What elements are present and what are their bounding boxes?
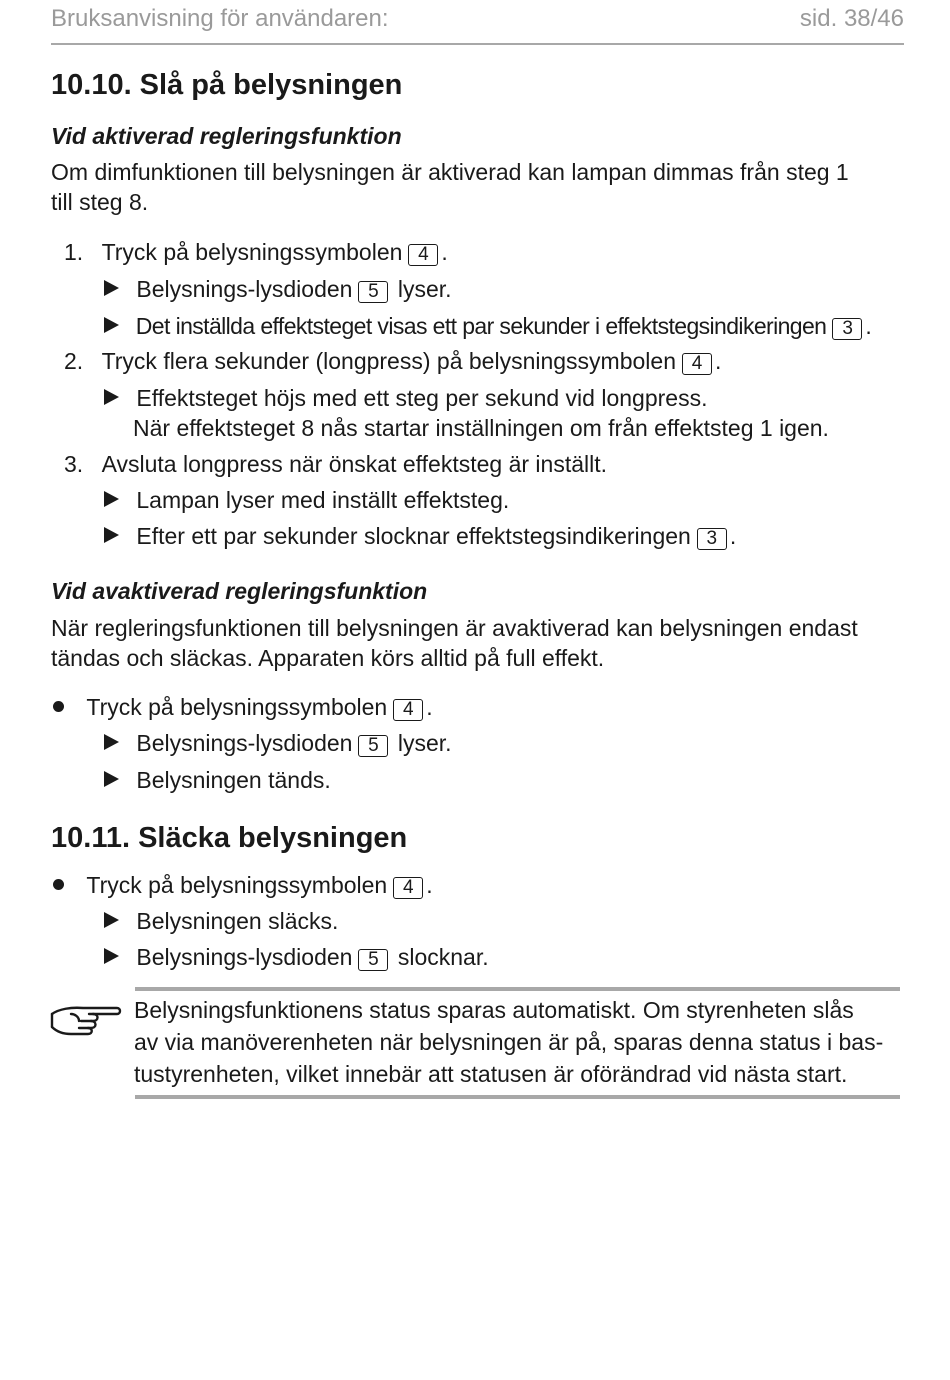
step-text: Tryck på belysningssymbolen [101, 239, 403, 265]
key-reference: 5 [358, 949, 388, 971]
result-text: Belysningen släcks. [136, 908, 339, 934]
result-text: Belysnings-lysdioden [136, 944, 353, 970]
bullet-suffix: . [426, 694, 433, 720]
result-suffix: slocknar. [397, 944, 489, 970]
arrow-icon [104, 389, 119, 405]
step-text: Avsluta longpress när önskat effektsteg är inställt. [101, 451, 608, 477]
step-text: Tryck flera sekunder (longpress) på belysningssymbolen [101, 348, 676, 374]
result-text: Det inställda effektsteget visas ett par sekunder i effektstegsindikeringen [135, 313, 827, 339]
result-text: Belysnings-lysdioden [136, 276, 353, 302]
subheading-deactivated: Vid avaktiverad regleringsfunktion [51, 578, 428, 604]
arrow-icon [104, 948, 119, 964]
arrow-icon [104, 771, 119, 787]
result-text: Belysningen tänds. [136, 767, 331, 793]
bullet-item [53, 872, 433, 899]
step-number: 3. [64, 451, 84, 477]
arrow-icon [104, 491, 119, 507]
result-item [104, 487, 509, 514]
page-header [51, 0, 904, 45]
result-item [104, 313, 871, 340]
bullet-item [53, 694, 433, 721]
result-item [104, 944, 489, 971]
arrow-icon [104, 912, 119, 928]
note-bottom-rule [135, 1095, 900, 1099]
note-line: tustyrenheten, vilket innebär att statusen är oförändrad vid nästa start. [134, 1061, 848, 1087]
key-reference: 4 [682, 353, 712, 375]
key-reference: 4 [393, 699, 423, 721]
section-title: 10.10. Slå på belysningen [51, 69, 403, 101]
paragraph-line: tändas och släckas. Apparaten körs alltid på full effekt. [51, 645, 605, 671]
result-item [104, 523, 736, 550]
result-text: Lampan lyser med inställt effektsteg. [136, 487, 510, 513]
bullet-icon [53, 701, 64, 712]
result-continuation: När effektsteget 8 nås startar inställningen om från effektsteg 1 igen. [133, 415, 829, 441]
bullet-suffix: . [426, 872, 433, 898]
step-number: 1. [64, 239, 84, 265]
paragraph-line: Om dimfunktionen till belysningen är aktiverad kan lampan dimmas från steg 1 [51, 159, 849, 185]
header-title: Bruksanvisning för användaren: [51, 5, 389, 32]
step-suffix: . [441, 239, 448, 265]
result-item [104, 908, 338, 935]
section-title: 10.11. Släcka belysningen [51, 822, 408, 854]
result-suffix: lyser. [397, 276, 452, 302]
result-text: Belysnings-lysdioden [136, 730, 353, 756]
result-suffix: . [865, 313, 872, 339]
result-suffix: . [729, 523, 737, 549]
step-number: 2. [64, 348, 84, 374]
result-item [104, 276, 452, 303]
step-item [64, 348, 721, 375]
result-item [104, 385, 707, 412]
arrow-icon [104, 527, 119, 543]
result-text: Effektsteget höjs med ett steg per sekund vid longpress. [136, 385, 708, 411]
key-reference: 3 [697, 528, 727, 550]
step-item [64, 239, 448, 266]
note-line: av via manöverenheten när belysningen är på, sparas denna status i bas- [134, 1029, 884, 1055]
result-item [104, 767, 331, 794]
pointing-hand-icon [49, 1000, 123, 1040]
note-line: Belysningsfunktionens status sparas automatiskt. Om styrenheten slås [134, 997, 854, 1023]
page-number: sid. 38/46 [799, 5, 904, 32]
arrow-icon [104, 317, 119, 333]
note-top-rule [135, 987, 900, 991]
arrow-icon [104, 734, 119, 750]
paragraph-line: till steg 8. [51, 189, 149, 215]
arrow-icon [104, 280, 119, 296]
bullet-text: Tryck på belysningssymbolen [86, 872, 388, 898]
key-reference: 5 [358, 735, 388, 757]
bullet-text: Tryck på belysningssymbolen [86, 694, 388, 720]
bullet-icon [53, 879, 64, 890]
key-reference: 5 [358, 281, 388, 303]
step-suffix: . [714, 348, 722, 374]
key-reference: 4 [408, 244, 438, 266]
key-reference: 3 [832, 318, 862, 340]
key-reference: 4 [393, 877, 423, 899]
step-item [64, 451, 607, 478]
result-text: Efter ett par sekunder slocknar effektstegsindikeringen [136, 523, 691, 549]
result-item [104, 730, 452, 757]
result-suffix: lyser. [397, 730, 452, 756]
paragraph-line: När regleringsfunktionen till belysningen är avaktiverad kan belysningen endast [51, 615, 858, 641]
subheading-activated: Vid aktiverad regleringsfunktion [51, 123, 402, 149]
